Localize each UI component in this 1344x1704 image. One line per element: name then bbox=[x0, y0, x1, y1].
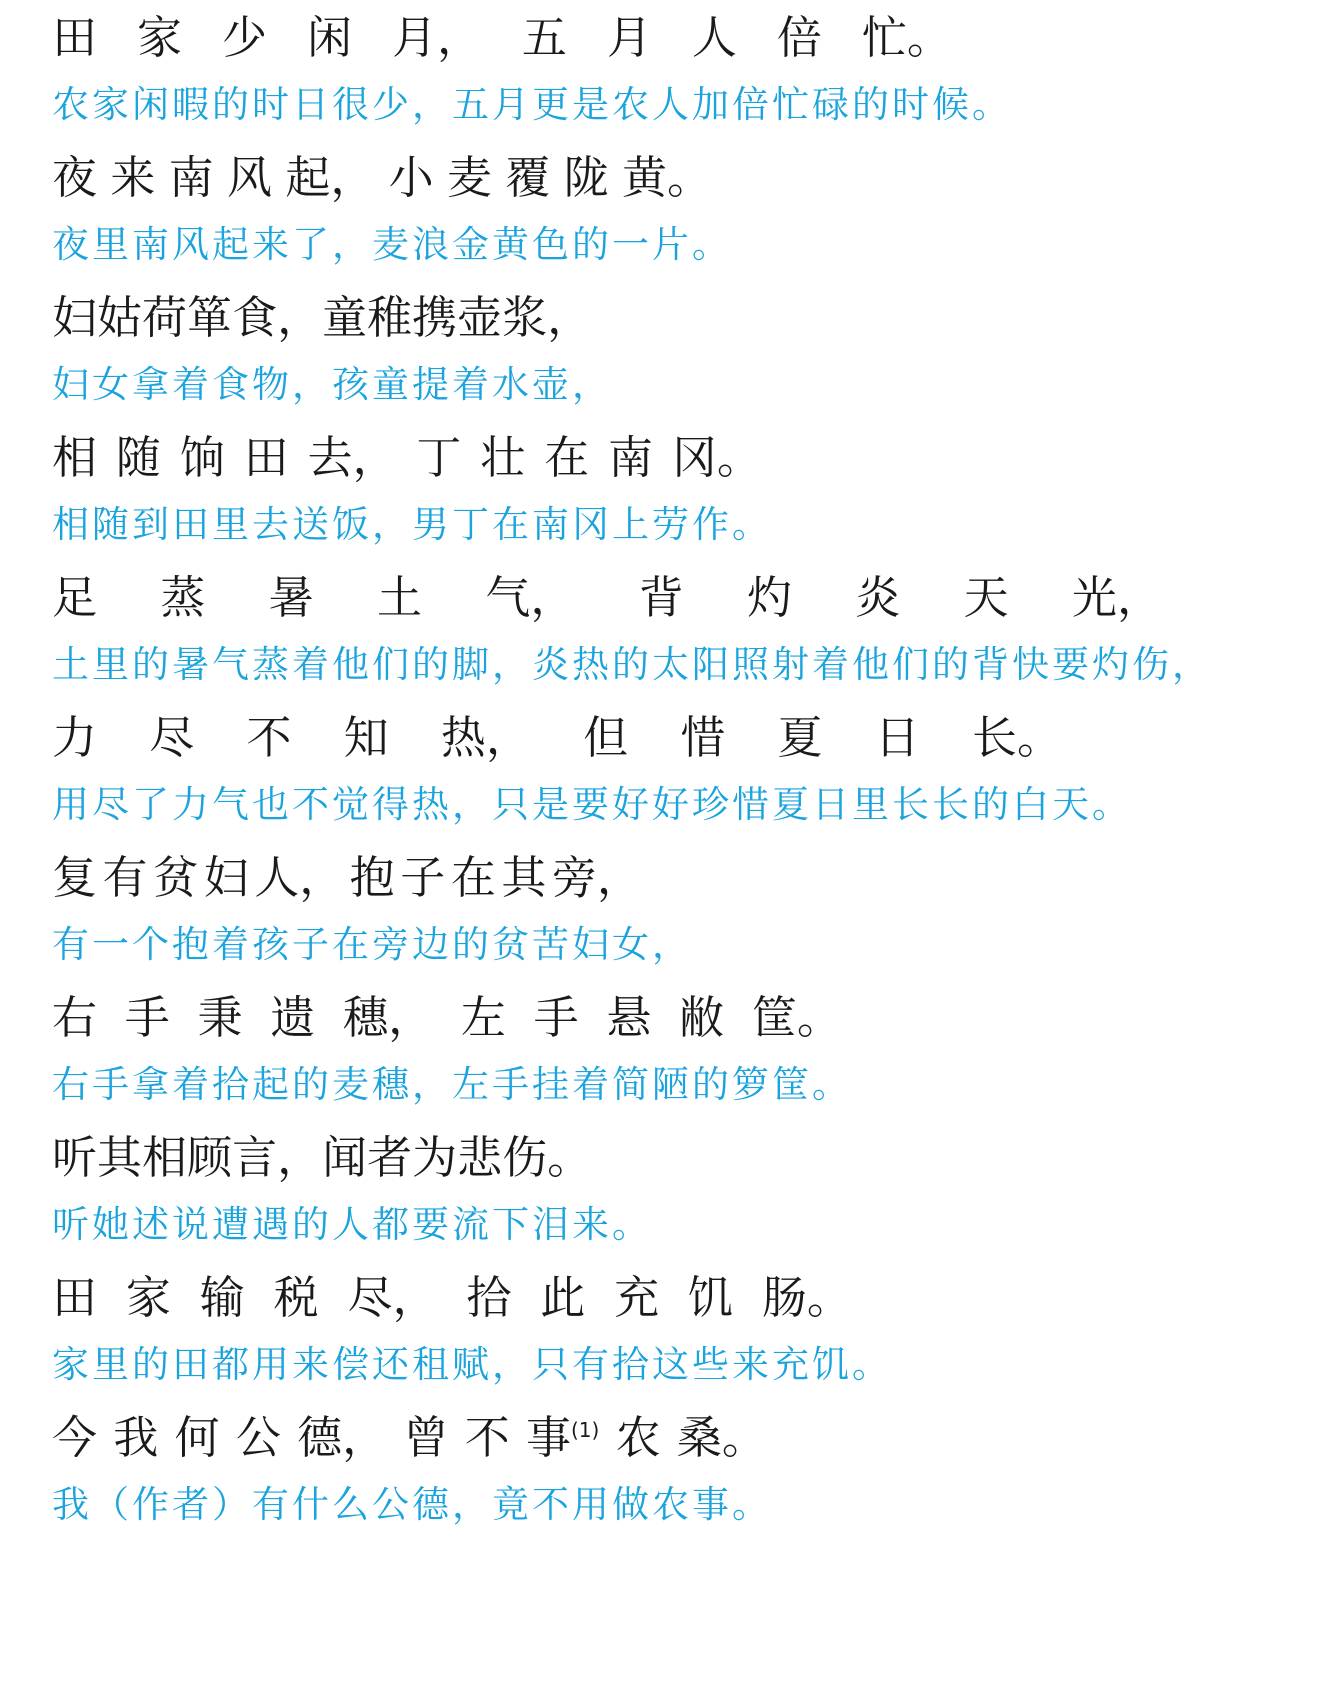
original-line: 妇 姑 荷 箪 食， 童 稚 携 壶 浆， bbox=[52, 291, 593, 344]
translation-line: 农家闲暇的时日很少，五月更是农人加倍忙碌的时候。 bbox=[52, 83, 1012, 126]
original-line: 田 家 少 闲 月， 五 月 人 倍 忙。 bbox=[52, 11, 952, 64]
original-line: 听 其 相 顾 言， 闻 者 为 悲 伤。 bbox=[52, 1131, 593, 1184]
translation-line: 家里的田都用来偿还租赋，只有拾这些来充饥。 bbox=[52, 1343, 892, 1386]
original-line: 今 我 何 公 德， 曾 不 事$^{(1)}$ 农 桑。 bbox=[52, 1411, 767, 1464]
translation-line: 右手拿着拾起的麦穗，左手挂着简陋的箩筐。 bbox=[52, 1063, 852, 1106]
translation-line: 有一个抱着孩子在旁边的贫苦妇女， bbox=[52, 923, 692, 966]
translation-line: 相随到田里去送饭，男丁在南冈上劳作。 bbox=[52, 503, 772, 546]
translation-line: 土里的暑气蒸着他们的脚，炎热的太阳照射着他们的背快要灼伤， bbox=[52, 643, 1212, 686]
translation-line: 我（作者）有什么公德，竟不用做农事。 bbox=[52, 1483, 772, 1526]
translation-line: 妇女拿着食物，孩童提着水壶， bbox=[52, 363, 612, 406]
original-line: 足 蒸 暑 土 气， 背 灼 炎 天 光， bbox=[52, 571, 1162, 624]
original-line: 右 手 秉 遗 穗， 左 手 悬 敝 筐。 bbox=[52, 991, 842, 1044]
translation-line: 夜里南风起来了，麦浪金黄色的一片。 bbox=[52, 223, 732, 266]
original-line: 力 尽 不 知 热， 但 惜 夏 日 长。 bbox=[52, 711, 1062, 764]
original-line: 复 有 贫 妇 人， 抱 子 在 其 旁， bbox=[52, 851, 642, 904]
footnote-marker: (1) bbox=[570, 1418, 600, 1442]
original-line: 夜 来 南 风 起， 小 麦 覆 陇 黄。 bbox=[52, 151, 712, 204]
translation-line: 用尽了力气也不觉得热，只是要好好珍惜夏日里长长的白天。 bbox=[52, 783, 1132, 826]
translation-line: 听她述说遭遇的人都要流下泪来。 bbox=[52, 1203, 652, 1246]
original-line: 相 随 饷 田 去， 丁 壮 在 南 冈。 bbox=[52, 431, 762, 484]
original-line: 田 家 输 税 尽， 拾 此 充 饥 肠。 bbox=[52, 1271, 852, 1324]
